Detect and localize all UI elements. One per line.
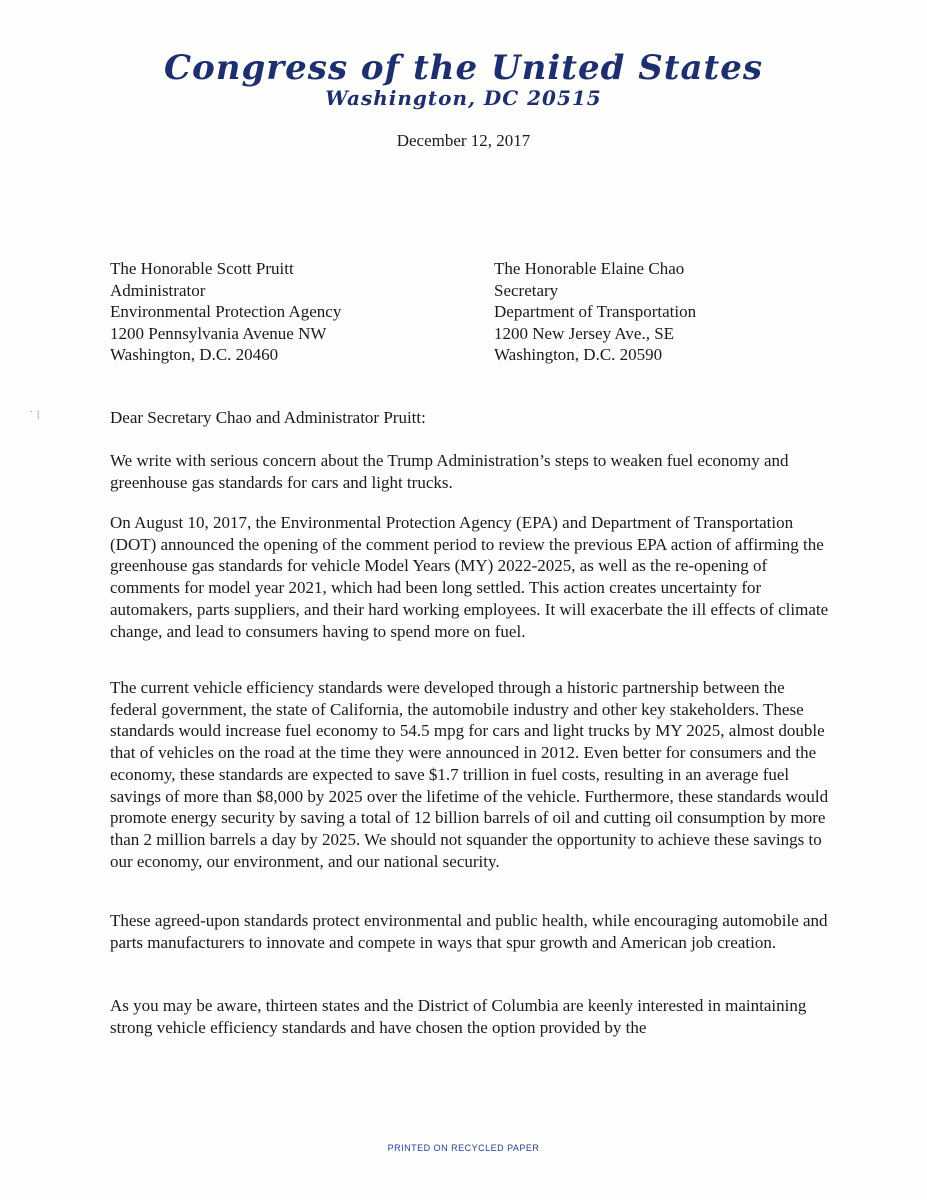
paragraph-5: As you may be aware, thirteen states and the District of Columbia are keenly interested in maintaining strong vehicle efficiency standards and have chosen the option provided by the — [110, 996, 807, 1037]
recipient-left-city: Washington, D.C. 20460 — [110, 345, 279, 364]
recipient-right-city: Washington, D.C. 20590 — [494, 345, 663, 364]
letterhead-location: Washington, DC 20515 — [325, 86, 602, 110]
recipient-block-left — [110, 258, 341, 366]
recipient-right-name: The Honorable Elaine Chao — [494, 259, 685, 278]
recipient-right-agency: Department of Transportation — [494, 302, 697, 321]
recipient-right-street: 1200 New Jersey Ave., SE — [494, 323, 675, 343]
paragraph-2: On August 10, 2017, the Environmental Protection Agency (EPA) and Department of Transportation (DOT) announced the opening of the comment period to review the previous EPA action of affirming the greenhouse gas standards for vehicle Model Years (MY) 2022-2025, as well as the re-opening of comments for model year 2021, which had been long settled. This action creates uncertainty for automakers, parts suppliers, and their hard working employees. It will exacerbate the ill effects of climate change, and lead to consumers having to spend more on fuel. — [110, 513, 829, 641]
recipient-left-agency: Environmental Protection Agency — [110, 302, 342, 321]
recipient-left-street: 1200 Pennsylvania Avenue NW — [110, 323, 327, 343]
recipient-left-name: The Honorable Scott Pruitt — [110, 259, 294, 278]
letterhead-title: Congress of the United States — [164, 48, 763, 88]
recipient-left-title: Administrator — [110, 280, 206, 300]
recipient-block-right — [494, 258, 696, 366]
scan-speck: ˙ ⁞ — [30, 410, 40, 422]
salutation: Dear Secretary Chao and Administrator Pruitt: — [110, 408, 426, 427]
paragraph-4: These agreed-upon standards protect environmental and public health, while encouraging automobile and parts manufacturers to innovate and compete in ways that spur growth and American job creation. — [110, 911, 828, 952]
recycled-paper-footer: PRINTED ON RECYCLED PAPER — [387, 1143, 540, 1153]
paragraph-3: The current vehicle efficiency standards were developed through a historic partnership between the federal government, the state of California, the automobile industry and other key stakeholders. These standards would increase fuel economy to 54.5 mpg for cars and light trucks by MY 2025, almost double that of vehicles on the road at the time they were announced in 2012. Even better for consumers and the economy, these standards are expected to save $1.7 trillion in fuel costs, resulting in an average fuel savings of more than $8,000 by 2025 over the lifetime of the vehicle. Furthermore, these standards would promote energy security by saving a total of 12 billion barrels of oil and cutting oil consumption by more than 2 million barrels a day by 2025. We should not squander the opportunity to achieve these savings to our economy, our environment, and our national security. — [110, 678, 829, 871]
paragraph-1: We write with serious concern about the Trump Administration’s steps to weaken fuel economy and greenhouse gas standards for cars and light trucks. — [110, 451, 789, 492]
recipient-right-title: Secretary — [494, 280, 559, 300]
letter-date: December 12, 2017 — [396, 131, 531, 150]
